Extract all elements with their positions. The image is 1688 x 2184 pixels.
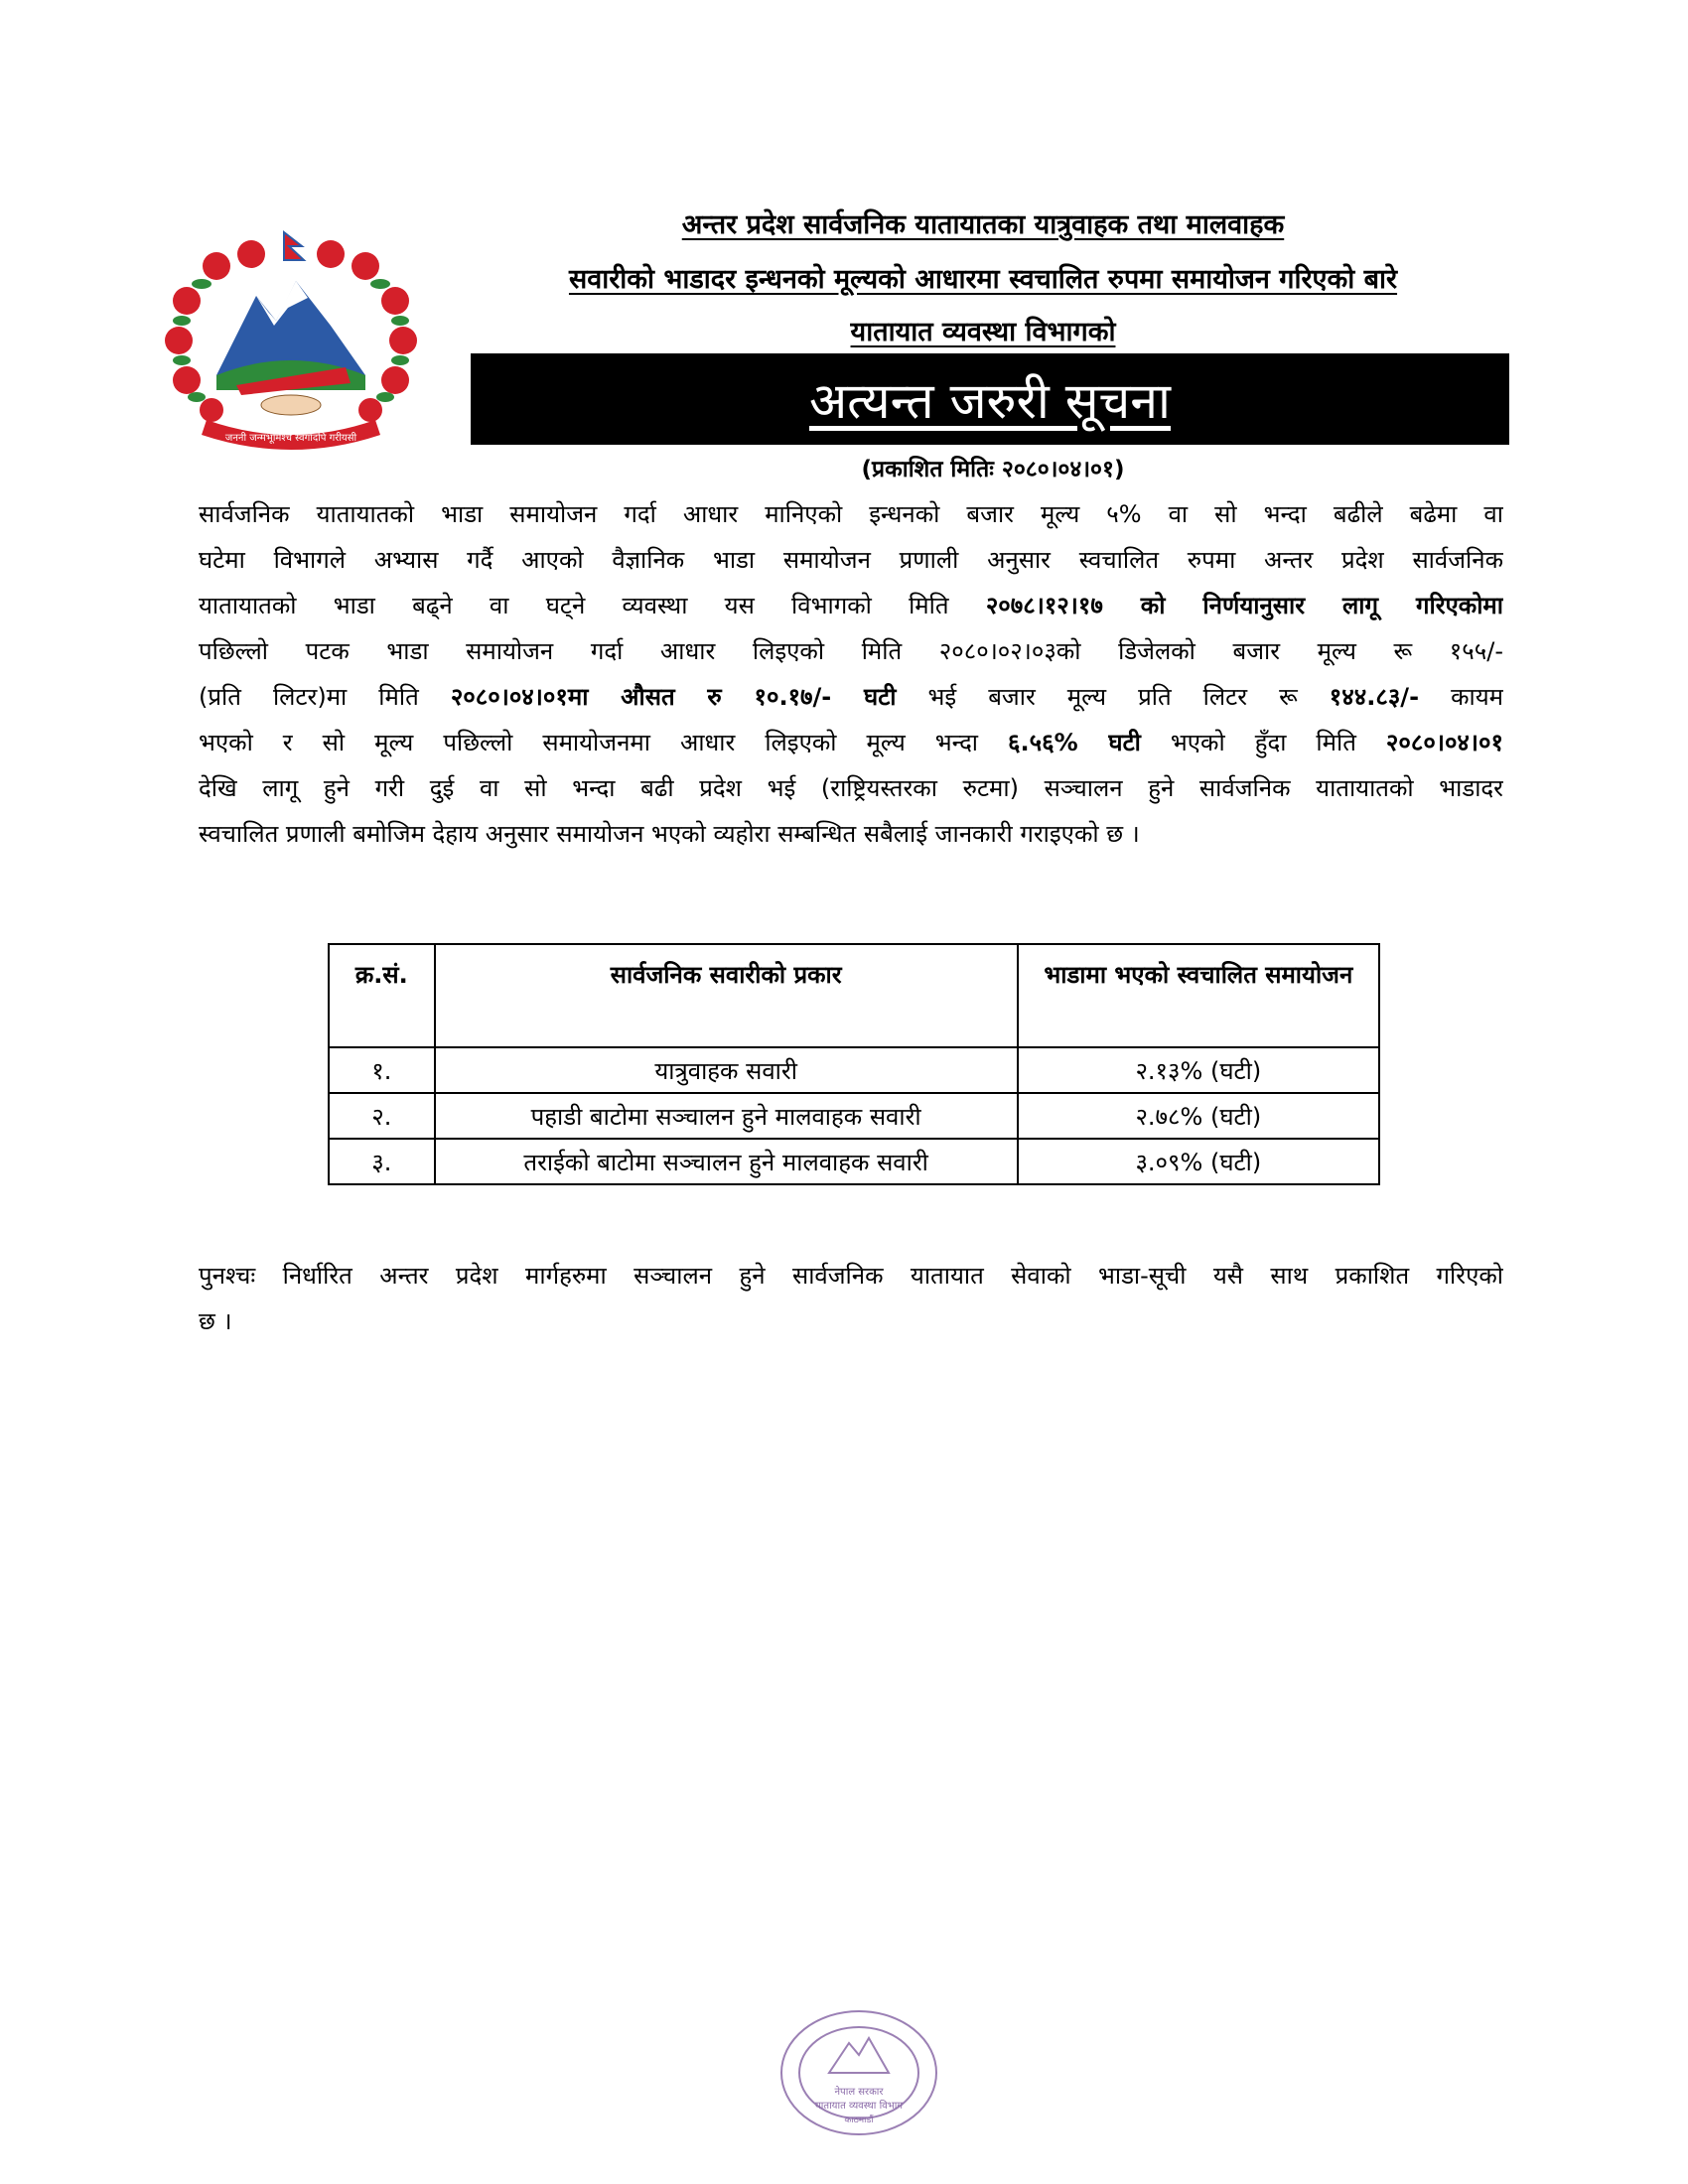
body-line: [199, 720, 1503, 765]
postscript-line: छ ।: [199, 1307, 232, 1335]
urgent-notice-heading: अत्यन्त जरुरी सूचना: [808, 372, 1172, 430]
notice-title-line-2: सवारीको भाडादर इन्धनको मूल्यको आधारमा स्वचालित रुपमा समायोजन गरिएको बारे: [568, 264, 1398, 295]
column-header-serial: क्र.सं.: [329, 944, 435, 1047]
body-line: सार्वजनिक यातायातको भाडा समायोजन गर्दा आधार मानिएको इन्धनको बजार मूल्य ५% वा सो भन्दा बढीले बढेमा वा: [199, 500, 1503, 528]
body-text: भएको हुँदा मिति: [1170, 729, 1356, 756]
vehicle-type-cell: यात्रुवाहक सवारी: [435, 1047, 1018, 1093]
serial-cell: १.: [329, 1047, 435, 1093]
decision-date-bold: २०७८।१२।१७ को निर्णयानुसार लागू गरिएकोमा: [985, 592, 1503, 619]
svg-text:नेपाल सरकार: नेपाल सरकार: [834, 2087, 884, 2098]
department-name: यातायात व्यवस्था विभागको: [850, 317, 1116, 347]
body-text: भएको र सो मूल्य पछिल्लो समायोजनमा आधार लिइएको मूल्य भन्दा: [199, 729, 979, 756]
adjustment-cell: ३.०९% (घटी): [1018, 1139, 1379, 1184]
notice-title-line-1: अन्तर प्रदेश सार्वजनिक यातायातका यात्रुवाहक तथा मालवाहक: [681, 209, 1285, 240]
serial-cell: २.: [329, 1093, 435, 1139]
average-reduction-bold: २०८०।०४।०१मा औसत रु १०.१७/- घटी: [450, 683, 897, 711]
fare-adjustment-table: [328, 943, 1380, 1185]
office-stamp: [774, 2003, 943, 2142]
published-date: (प्रकाशित मितिः २०८०।०४।०१): [861, 457, 1125, 482]
postscript-line: पुनश्चः निर्धारित अन्तर प्रदेश मार्गहरुमा सञ्चालन हुने सार्वजनिक यातायात सेवाको भाडा-सूची यसै साथ प्रकाशित गरिएको: [199, 1262, 1503, 1290]
effective-date-bold: २०८०।०४।०१: [1385, 729, 1503, 756]
body-text: कायम: [1451, 683, 1503, 711]
adjustment-cell: २.१३% (घटी): [1018, 1047, 1379, 1093]
column-header-vehicle-type: सार्वजनिक सवारीको प्रकार: [435, 944, 1018, 1047]
table-header-row: [329, 944, 1379, 1047]
body-line: पछिल्लो पटक भाडा समायोजन गर्दा आधार लिइएको मिति २०८०।०२।०३को डिजेलको बजार मूल्य रू १५५/-: [199, 637, 1503, 665]
adjustment-cell: २.७८% (घटी): [1018, 1093, 1379, 1139]
body-line: [199, 583, 1503, 628]
vehicle-type-cell: पहाडी बाटोमा सञ्चालन हुने मालवाहक सवारी: [435, 1093, 1018, 1139]
svg-text:काठमाडौं: काठमाडौं: [844, 2116, 874, 2125]
body-text: यातायातको भाडा बढ्ने वा घट्ने व्यवस्था यस विभागको मिति: [199, 592, 949, 619]
new-price-bold: १४४.८३/-: [1329, 683, 1420, 711]
table-row: [329, 1093, 1379, 1139]
body-line: [199, 674, 1503, 720]
nepal-government-emblem: [157, 226, 425, 457]
notice-body-paragraph: [199, 491, 1503, 857]
body-text: भई बजार मूल्य प्रति लिटर रू: [927, 683, 1298, 711]
svg-text:जननी जन्मभूमिश्च स्वर्गादपि गर: जननी जन्मभूमिश्च स्वर्गादपि गरीयसी: [224, 433, 357, 444]
svg-text:यातायात व्यवस्था विभाग: यातायात व्यवस्था विभाग: [815, 2101, 903, 2112]
table-row: [329, 1047, 1379, 1093]
body-line: घटेमा विभागले अभ्यास गर्दै आएको वैज्ञानिक भाडा समायोजन प्रणाली अनुसार स्वचालित रुपमा अन्तर प्रदेश सार्वजनिक: [199, 546, 1503, 574]
body-line: देखि लागू हुने गरी दुई वा सो भन्दा बढी प्रदेश भई (राष्ट्रियस्तरका रुटमा) सञ्चालन हुने सार्वजनिक यातायातको भाडादर: [199, 774, 1503, 802]
vehicle-type-cell: तराईको बाटोमा सञ्चालन हुने मालवाहक सवारी: [435, 1139, 1018, 1184]
postscript: [199, 1253, 1503, 1344]
body-line: स्वचालित प्रणाली बमोजिम देहाय अनुसार समायोजन भएको व्यहोरा सम्बन्धित सबैलाई जानकारी गराइएको छ ।: [199, 820, 1140, 848]
column-header-adjustment: भाडामा भएको स्वचालित समायोजन: [1018, 944, 1379, 1047]
percent-reduction-bold: ६.५६% घटी: [1008, 729, 1141, 756]
table-row: [329, 1139, 1379, 1184]
body-text: (प्रति लिटर)मा मिति: [199, 683, 419, 711]
serial-cell: ३.: [329, 1139, 435, 1184]
urgent-notice-banner: [471, 353, 1509, 445]
